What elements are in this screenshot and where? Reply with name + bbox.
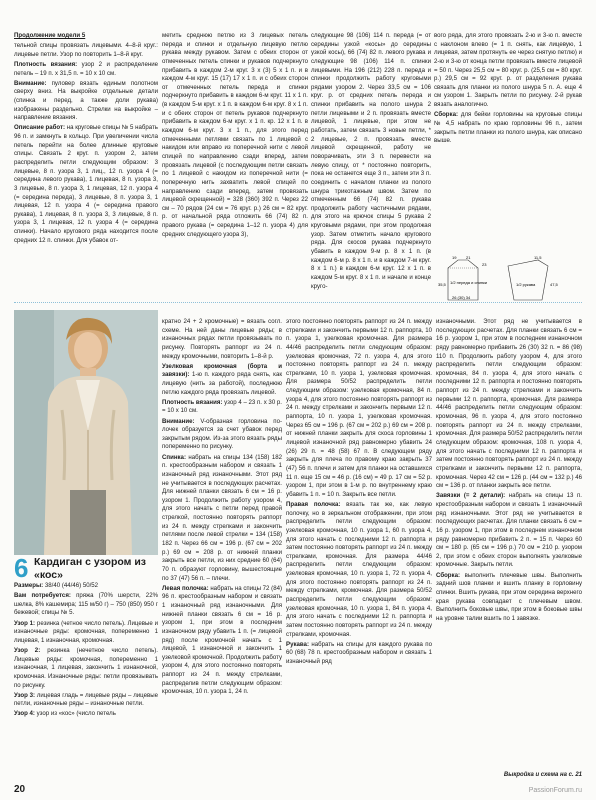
paragraph: для бейки горловины на круговые спицы № 4,5 набрать по краю горловины 96 п., затем закрыть петли планки из полого шнура, как описано выше. bbox=[434, 111, 582, 145]
paragraph: 1-ю п. каждого ряда снять, как лицевую (нить за работой), последнюю петлю каждого ряда провязать лицевой. bbox=[162, 371, 282, 396]
paragraph: на круговые спицы № 5 набрать 96 п. и замкнуть в кольцо. При увеличении числа петель перейти на более длинные круговые спицы. Связать 2 круг. п. узором 2, затем распределить петли следующим образом: 3 лицевые, 8 п. узора 3, 1 лиц., 12 п. узора 4 (= середина левого рукава), 1 лицевая, 8 п. узора 3, 3 лицевые, 8 п. узора 3, 1 лицевая, 12 п. узора 4 (= середина переда), 3 лицевые, 8 п. узора 3, 1 лицевая, 12 п. узора 4 (= середина правого рукава), 1 лицевая, 8 п. узора 3, 3 лицевые, 8 п. узора 3, 1 лицевая, 12 п. узора 4 (= середина спинки). Начало кругового ряда находится после средних 12 п. спинки. Для убавок от- bbox=[14, 124, 158, 244]
page-number: 20 bbox=[14, 784, 26, 795]
pattern-diagram-svg bbox=[438, 256, 582, 302]
subhead: Узор 3: bbox=[14, 691, 36, 699]
paragraph: пряжа (70% шерсти, 22% шелка, 8% кашемира; 115 м/50 г) – 750 (850) 950 г бежевой; спицы № 5. bbox=[14, 592, 158, 617]
model-title bbox=[14, 555, 158, 582]
section-divider bbox=[14, 302, 582, 303]
subhead: Узор 2: bbox=[14, 646, 41, 654]
subhead: Рукава: bbox=[286, 640, 309, 648]
subhead: Вам потребуется: bbox=[14, 592, 71, 600]
text-column-5 bbox=[162, 318, 282, 783]
diagram-label: 11,5 bbox=[534, 256, 542, 260]
text-column-sizes bbox=[14, 582, 158, 782]
subhead: Левая полочка: bbox=[162, 584, 209, 592]
subhead: Спинка: bbox=[162, 453, 186, 461]
paragraph: V-образная горловина по-лочек образуется за счет убавок перед закрытым рядом. Из-за этого вязать ряды попеременно по рисунку. bbox=[162, 417, 282, 451]
paragraph: набрать на спицы 13 п. крестообразным набором и связать 1 изнаночный ряд изнаночными. Этот ряд не учитывается в последующих расчетах. Для планки связать 6 см = 16 р. узором 1, при этом в последнем изнаночном ряду равномерно прибавить 2 п. = 15 п. Через 60 см = 180 р. (65 см = 196 р.) 70 см = 210 р. узором 2, при этом с обеих сторон выполнять узелковые кромочные. Закрыть петли. bbox=[436, 492, 582, 569]
paragraph: изнаночными. Этот ряд не учитывается в последующих расчетах. Для планки связать 6 см = 16 р. узором 1, при этом в последнем изнаночном ряду равномерно прибавить 26 (30) 32 п. = 86 (98) 110 п. Продолжить работу узором 4, для этого распределить петли следующим образом: кромочная, 84 п. узора 4, для этого начать с последними 12 п. раппорта и постоянно повторять раппорт из 24 п. между стрелками и закончить первыми 12 п. раппорта, кромочная. Для размера 44/46 распределить петли следующим образом: кромочная, 96 п. узора 4, для этого постоянно повторять раппорт из 24 п. между стрелками, кромочная. Для размера 50/52 распределить петли следующим образом: кромочная, 108 п. узора 4, для этого начать с последними 12 п. раппорта и затем постоянно повторять раппорт из 24 п. между стрелками и закончить первыми 12 п. раппорта, кромочная. Через 42 см = 126 р. (44 см = 132 р.) 46 см = 136 р. от планки закрыть все петли. bbox=[436, 318, 582, 490]
paragraph: кратно 24 + 2 кромочные) = вязать согл. схеме. На ней даны лицевые ряды; в изнаночных рядах петли провязывать по рисунку. Повторять раппорт из 24 п. между кромочными, повторить 1–8-й р. bbox=[162, 318, 282, 360]
section-title: Продолжение модели 5 bbox=[14, 32, 86, 39]
paragraph: набрать на спицы для каждого рукава по 60 (68) 78 п. крестообразным набором и связать 1 изнаночный ряд bbox=[286, 640, 432, 665]
pattern-reference: Выкройка и схема на с. 21 bbox=[503, 772, 582, 778]
paragraph: пуловер вязать единым полотном сверху вниз. На выкройке отдельные детали (спинка и перед, а также доли рукава) изображены раздельно. Стрелки на выкройке – направление вязания. bbox=[14, 79, 158, 122]
subhead: Размеры: bbox=[14, 582, 44, 589]
text-column-6 bbox=[286, 318, 432, 783]
pattern-diagram bbox=[438, 256, 582, 302]
model-photo-svg bbox=[14, 310, 158, 555]
subhead: Плотность вязания: bbox=[162, 398, 223, 406]
diagram-label: 26 (30) 34 bbox=[452, 295, 471, 300]
subhead: Внимание: bbox=[162, 417, 195, 425]
paragraph: тельной спицы провязать лицевыми. 4–8-й круг.: лицевые петли. Узор по повторить 1–8-й круг. bbox=[14, 42, 158, 58]
paragraph: лицевая гладь = лицевые ряды – лицевые петли, изнаночные ряды – изнаночные петли. bbox=[14, 691, 158, 708]
diagram-label: 35,5 bbox=[438, 282, 446, 287]
subhead: Плотность вязания: bbox=[14, 60, 78, 68]
paragraph: этого постоянно повторять раппорт из 24 п. между стрелками и закончить первыми 12 п. раппорта, 10 п. узора 1, узелковая кромочная. Для размера 44/46 распределить петли следующим образом: узелковая кромочная, 72 п. узора 4, для этого постоянно повторять раппорт из 24 п. между стрелками, 10 п. узора 1, узелковая кромочная. Для размера 50/52 распределить петли следующим образом: узелковая кромочная, 84 п. узора 4, для этого постоянно повторять раппорт из 24 п. между стрелками и закончить первыми 12 п. раппорта, 10 п. узора 1, узелковая кромочная. Через 65 см = 196 р. (67 см = 202 р.) 69 см = 208 р. от нижней планки закрыть для скоса горловины 1 лицевой изнаночной ряд равномерно убавить 24 (26) 29 п. = 48 (58) 67 п. В следующем ряду закрыть для плеча по правому краю закрыть 37 (47) 56 п. плечи и затем для планки на оставшихся 11 п. еще 15 см = 46 р. (16 см) = 49 р. 17 см = 52 р. узором 1, при этом в 1-м р. по внутреннему краю убавить 1 п. = 10 п. Закрыть все петли. bbox=[286, 318, 432, 498]
subhead: Узор 1: bbox=[14, 619, 36, 627]
diagram-label: 21 bbox=[466, 256, 471, 260]
subhead: Узелковая кромочная (борта и завязки): bbox=[162, 362, 282, 379]
model-photo bbox=[14, 310, 158, 555]
paragraph: метить среднюю петлю из 3 лицевых петель переда и спинки и отдельную лицевую петлю рукава между рукавом. Затем с обеих сторон от отмеченных петель спинки и рукавов подчеркнуто прибавить в каждом 2-м круг. 3 x (3) 5 x 1 п. и в каждом 4-м круг. 15 (17) 17 x 1 п. и с обеих сторон от отмеченных петель переда и спинки подчеркнуто прибавить в каждом 6-м круг. 11 x 1 п. (в каждом 5-м круг. x 1 п. в каждом 6-м круг. 8 x 1 п. и с обеих сторон от петель рукавов подчеркнуто прибавить в каждом 6-м круг. x 1 п. кр. 12 x 1 п. в каждом 6-м круг. 3 x 1 п., для этого перед отмеченными петлями связать по 1 лицевой с накидом или вправо из поперечной нити с левой спицей по направлению сзади вперед, затем провязать лицевой (с последующим петли связать по 1 лицевой с накидом из поперечной нити (= поперечную нить захватить левой спицей по направлению сзади вперед, затем провязать лицевой скрещенной) = 328 (360) 392 п. Через 22 см – 70 рядов (24 см = 76 круг. р.) 26 см = 82 круг. р. от начальной ряда отложить 66 (74) 82 п. правого рукава (= середина 1–12 п. узора 4) для средних следующего узора 3), bbox=[162, 32, 308, 238]
subhead: Внимание: bbox=[14, 79, 47, 87]
subhead: Сборка: bbox=[436, 571, 460, 579]
diagram-label: 19 bbox=[452, 256, 457, 260]
paragraph: узор 4 – 23 п. x 30 р. = 10 x 10 см. bbox=[162, 398, 282, 415]
subhead: Описание работ: bbox=[14, 124, 66, 132]
diagram-label: 1/2 рукава bbox=[516, 282, 536, 287]
paragraph: резинка (четное число петель). Лицевые и изнаночные ряды: кромочная, попеременно 1 лицевая, 1 изнаночная, кромочная. bbox=[14, 619, 158, 644]
text-column-4 bbox=[434, 32, 582, 252]
subhead: Сборка: bbox=[434, 111, 458, 119]
diagram-label: 47,5 bbox=[550, 282, 558, 287]
subhead: Правая полочка: bbox=[286, 500, 341, 508]
text-column-2 bbox=[162, 32, 308, 302]
text-column-3 bbox=[311, 32, 431, 302]
paragraph: резинка (нечетное число петель). Лицевые ряды: кромочная, попеременно 1 изнаночная, 1 лицевая, закончить 1 изнаночной, кромочная. Изнаночные ряды: петли провязывать по рисунку. bbox=[14, 646, 158, 689]
paragraph: набрать на спицы 134 (158) 182 п. крестообразным набором и связать 1 изнаночный ряд изнаночными. Этот ряд не учитывается в последующих расчетах. Для нижней планки связать 6 см = 16 р. узором 1. Продолжить работу узором 4, для этого начать с петли перед правой стрелкой, постоянно повторять раппорт из 24 п. между стрелками и закончить петлями после левой стрелки = 134 (158) 182 п. Через 66 см = 196 р. (67 см = 202 р.) 69 см = 208 р. от нижней планки закрыть все петли, из них средние 60 (64) 70 п. образуют горловину, вышестоящие по 37 (47) 56 п. – плечи. bbox=[162, 453, 282, 582]
subhead: Завязки (= 2 детали): bbox=[436, 492, 506, 500]
diagram-label: 23 bbox=[482, 262, 487, 267]
paragraph: узор 2 и распределение петель – 19 п. x 31,5 п. = 10 x 10 см. bbox=[14, 60, 158, 77]
paragraph: выполнить плечевые швы. Выполнить задний шов планки и вшить планку в горловину спинки. Вшить рукава, при этом середина верхнего края рукава совпадает с плечевым швом. Выполнить боковые швы, при этом в боковые швы на уровне талии вшить по 1 завязке. bbox=[436, 571, 582, 622]
paragraph: вого ряда, для этого провязать 2-ю и 3-ю п. вместе с наклоном влево (= 1 п. снять, как лицевую, 1 лицевая, затем протянуть ее через снятую петлю) и 2-ю и 3-ю от конца петли провязать вместе лицевой = 50 п. Через 25,5 см = 80 круг. р. (25,5 см = 80 круг. р.) 29,5 см = 92 круг. р. от разделения рукава связать для планки из полого шнура 5 n. А. еще 4 см узором 1. Закрыть петли по рисунку. 2-й рукав вязать аналогично. bbox=[434, 32, 582, 109]
paragraph: вязать так же, как левую полочку, но в зеркальном отображении, при этом распределить петли следующим образом: узелковая кромочная, 10 п. узора 1, 60 п. узора 4, для этого начать с последними 12 п. раппорта и затем постоянно повторять раппорт из 24 п. между стрелками, кромочная. Для размера 44/46 распределить петли следующим образом: узелковая кромочная, 10 п. узора 1, 72 п. узора 4, для этого постоянно повторять раппорт из 24 п. между стрелками, кромочная. Для размера 50/52 распределить петли следующим образом: узелковая кромочная, 10 п. узора 1, 84 п. узора 4, для этого начать с последними 12 п. раппорта и затем постоянно повторять раппорт из 24 п. между стрелками, кромочная. bbox=[286, 500, 432, 638]
text-column-7 bbox=[436, 318, 582, 783]
paragraph: следующие 98 (106) 114 п. переда (= от середины узкой «косы» до середины узкой косы), 66 (74) 82 п. левого рукава и следующие 98 (106) 114 п. спинки лицевыми. На 196 (212) 228 п. переда и спинки продолжить работу круговыми рядами узором 2. Через 33,5 см = 106 круг. р. от средних петель переда и спинки прибавить на полого шнура 2 петли лицевыми и 2 п. провязать вместе лицевой, 1 лицевые, при этом не работать, затем связать 3 новые петли, * 2 лицевые, 2 п. провязать вместе лицевой скрещенной, работу не поворачивать, эти 3 п. перевести на левую спицу, от * постоянно повторить, пока не останется еще 3 п., затем эти 3 п. соединить с началом планки из полого шнура трикотажным швом. Затем по отмеченным 66 (74) 82 п. рукава продолжить работу частичными рядами, для этого на крючок спицы 5 рукава 2 круговыми рядами, при этом продолжая узор. Затем отметить начало кругового ряда. Для скосов рукава подчеркнуто убавить в каждом 9-м р. 8 x 1 п. (в каждом 6-м р. 8 x 1 п. и в каждом 7-м круг. 8 x 1 п.) в каждом 6-м круг. 12 x 1 п. в каждом 5-м круг. 8 x 1 п. и начале и конце круго- bbox=[311, 32, 431, 290]
paragraph: набрать на спицы 72 (84) 96 п. крестообразным набором и связать 1 изнаночный ряд изнаночными. Для нижней планки связать 6 см = 16 р. узором 1, при этом в последнем изнаночном ряду убавить 1 п. (= лицевой ряд) после кромочной начать с 1 лицевой, 1 изнаночной и закончить 1 узелковой кромочной. Продолжить работу узором 4, для этого постоянно повторять раппорт из 24 п. между стрелками, распределив петли следующим образом: кромочная, 10 п. узора 1, 24 п. bbox=[162, 584, 282, 696]
site-watermark: PassionForum.ru bbox=[528, 787, 582, 794]
model-number: 6 bbox=[14, 553, 29, 583]
subhead: Узор 4: bbox=[14, 710, 35, 718]
paragraph: 38/40 (44/46) 50/52 bbox=[43, 582, 99, 589]
diagram-label: 1/2 переда и спинки bbox=[450, 280, 488, 285]
model-name: Кардиган с узором из «кос» bbox=[34, 556, 146, 581]
paragraph: узор из «кос» (число петель bbox=[34, 710, 116, 718]
text-column-1 bbox=[14, 32, 158, 302]
